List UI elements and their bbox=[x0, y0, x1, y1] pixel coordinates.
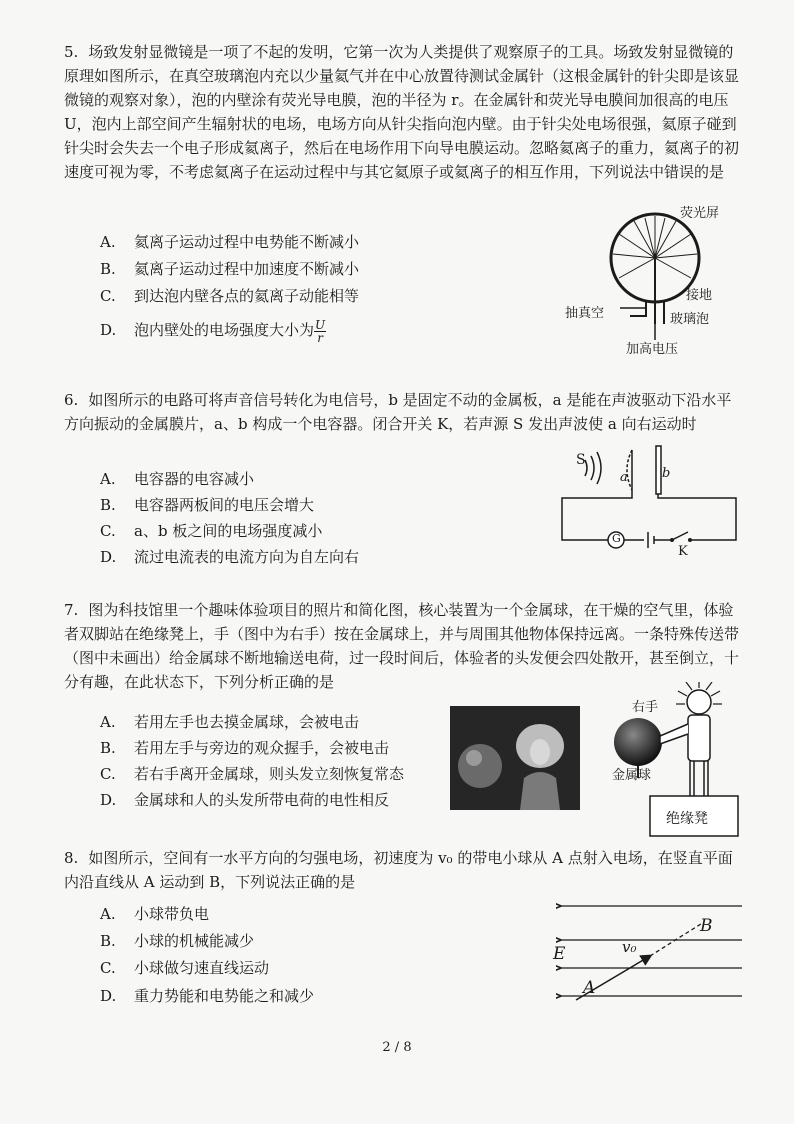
option-c: C. 若右手离开金属球，则头发立刻恢复常态 bbox=[100, 765, 405, 783]
capacitor-circuit-figure bbox=[560, 440, 740, 570]
question-6: 6. 如图所示的电路可将声音信号转化为电信号，b 是固定不动的金属板，a 是能在声波驱动下沿水平方向振动的金属膜片，a、b 构成一个电容器。闭合开关 K，若声源 S 发出声波使 a 向右运动时 bbox=[64, 391, 732, 433]
point-b-label: B bbox=[700, 916, 713, 936]
page-number: 2 / 8 bbox=[382, 1040, 412, 1055]
sound-source-label: S bbox=[576, 452, 586, 468]
option-a: A. 小球带负电 bbox=[100, 905, 210, 923]
hair-raising-photo bbox=[450, 706, 580, 810]
screen-label: 荧光屏 bbox=[680, 206, 720, 221]
option-a: A. 若用左手也去摸金属球，会被电击 bbox=[100, 713, 360, 731]
field-e-label: E bbox=[553, 944, 566, 964]
option-b: B. 小球的机械能减少 bbox=[100, 932, 255, 950]
fraction-u-over-r: $\frac{U}{r}$ bbox=[315, 317, 326, 345]
high-voltage-label: 加高电压 bbox=[626, 342, 679, 357]
right-hand-label: 右手 bbox=[632, 700, 659, 715]
vacuum-label: 抽真空 bbox=[565, 306, 605, 321]
option-b: B. 氦离子运动过程中加速度不断减小 bbox=[100, 260, 360, 278]
option-d: D. 重力势能和电势能之和减少 bbox=[100, 987, 315, 1005]
question-stem: 图为科技馆里一个趣味体验项目的照片和简化图，核心装置为一个金属球，在干燥的空气里，体验者双脚站在绝缘凳上，手（图中为右手）按在金属球上，并与周围其他物体保持远离。一条特殊传送带（图中未画出）给金属球不断地输送电荷，过一段时间后，体验者的头发便会四处散开，甚至倒立，十分有趣，在此状态下，下列分析正确的是 bbox=[64, 601, 740, 691]
bulb-label: 玻璃泡 bbox=[670, 312, 710, 327]
velocity-v0-label: v₀ bbox=[622, 938, 637, 956]
galvanometer-label: G bbox=[612, 532, 621, 545]
option-d: D. 金属球和人的头发所带电荷的电性相反 bbox=[100, 791, 390, 809]
plate-b-label: b bbox=[662, 466, 671, 481]
metal-ball-label: 金属球 bbox=[612, 768, 652, 783]
question-stem: 如图所示的电路可将声音信号转化为电信号，b 是固定不动的金属板，a 是能在声波驱动下沿水平方向振动的金属膜片，a、b 构成一个电容器。闭合开关 K，若声源 S 发出声波使 a 向右运动时 bbox=[64, 391, 732, 433]
option-a: A. 氦离子运动过程中电势能不断减小 bbox=[100, 233, 360, 251]
field-emission-microscope-figure bbox=[560, 206, 730, 356]
point-a-label: A bbox=[583, 978, 596, 998]
plate-a-label: a bbox=[620, 470, 628, 485]
uniform-field-figure bbox=[556, 896, 746, 1016]
question-7: 7. 图为科技馆里一个趣味体验项目的照片和简化图，核心装置为一个金属球，在干燥的空气里，体验者双脚站在绝缘凳上，手（图中为右手）按在金属球上，并与周围其他物体保持远离。一条特殊传送带（图中未画出）给金属球不断地输送电荷，过一段时间后，体验者的头发便会四处散开，甚至倒立，十分有趣，在此状态下，下列分析正确的是 bbox=[64, 601, 740, 691]
question-number: 5. bbox=[64, 43, 79, 61]
option-b: B. 若用左手与旁边的观众握手，会被电击 bbox=[100, 739, 390, 757]
switch-label: K bbox=[678, 544, 688, 559]
ground-label: 接地 bbox=[686, 288, 713, 303]
option-a: A. 电容器的电容减小 bbox=[100, 470, 255, 488]
option-d: D. 流过电流表的电流方向为自左向右 bbox=[100, 548, 360, 566]
option-b: B. 电容器两板间的电压会增大 bbox=[100, 496, 315, 514]
insulating-stool-label: 绝缘凳 bbox=[666, 811, 708, 827]
question-8: 8. 如图所示，空间有一水平方向的匀强电场，初速度为 v₀ 的带电小球从 A 点射入电场，在竖直平面内沿直线从 A 运动到 B，下列说法正确的是 bbox=[64, 849, 733, 891]
question-stem: 场致发射显微镜是一项了不起的发明，它第一次为人类提供了观察原子的工具。场致发射显微镜的原理如图所示，在真空玻璃泡内充以少量氦气并在中心放置待测试金属针（这根金属针的针尖即是该显微镜的观察对象），泡的内壁涂有荧光导电膜，泡的半径为 r。在金属针和荧光导电膜间加很高的电压 U，泡内上部空间产生辐射状的电场，电场方向从针尖指向泡内壁。由于针尖处电场很强，氦原子碰到针尖时会失去一个电子形成氦离子，然后在电场作用下向导电膜运动。忽略氦离子的重力，氦离子的初速度可视为零，不考虑氦离子在运动过程中与其它氦原子或氦离子的相互作用，下列说法中错误的是 bbox=[64, 43, 740, 181]
option-d: D. 泡内壁处的电场强度大小为 $\frac{U}{r}$ bbox=[100, 317, 326, 345]
option-c: C. a、b 板之间的电场强度减小 bbox=[100, 522, 323, 540]
question-stem: 如图所示，空间有一水平方向的匀强电场，初速度为 v₀ 的带电小球从 A 点射入电场，在竖直平面内沿直线从 A 运动到 B，下列说法正确的是 bbox=[64, 849, 733, 891]
option-c: C. 小球做匀速直线运动 bbox=[100, 959, 270, 977]
option-c: C. 到达泡内壁各点的氦离子动能相等 bbox=[100, 287, 360, 305]
question-5 bbox=[64, 40, 740, 184]
